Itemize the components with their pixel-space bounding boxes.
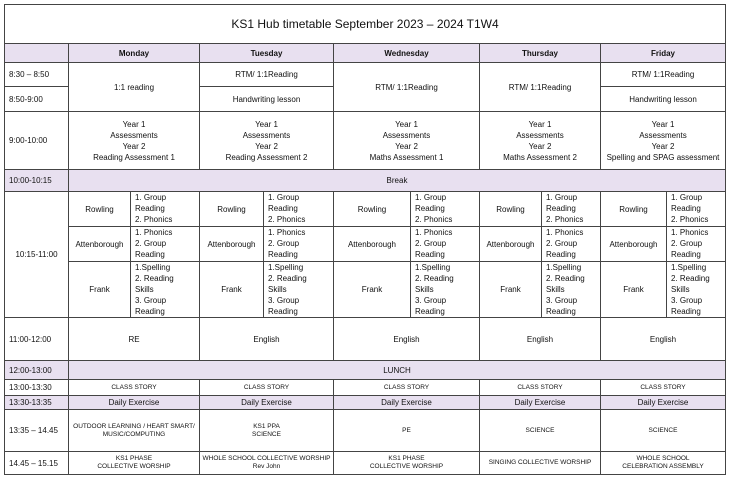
time-t7: 12:00-13:00 <box>4 360 69 380</box>
friday-group-frank: Frank <box>600 261 667 318</box>
tuesday-activity-frank <box>263 261 334 318</box>
friday-activity-rowling-line: 1. Group <box>671 193 703 202</box>
worship-monday-line: COLLECTIVE WORSHIP <box>97 463 171 470</box>
friday-activity-frank-line: 2. Reading <box>671 274 710 283</box>
thursday-activity-rowling-line: 2. Phonics <box>546 215 584 224</box>
afternoon-thursday: SCIENCE <box>479 409 601 452</box>
thursday-group-attenborough: Attenborough <box>479 226 542 262</box>
wednesday-activity-rowling-line: 1. Group <box>415 193 447 202</box>
tuesday-early-top: RTM/ 1:1Reading <box>199 62 334 87</box>
day-header-monday: Monday <box>68 43 200 63</box>
assessment-tuesday-line: Assessments <box>242 130 291 140</box>
day-header-wednesday: Wednesday <box>333 43 480 63</box>
assessment-monday-line: Year 2 <box>122 141 146 151</box>
friday-activity-attenborough <box>666 226 726 262</box>
wednesday-group-attenborough: Attenborough <box>333 226 411 262</box>
tuesday-activity-attenborough <box>263 226 334 262</box>
time-t8: 13:00-13:30 <box>4 379 69 396</box>
tuesday-early-bottom: Handwriting lesson <box>199 86 334 112</box>
tuesday-group-attenborough: Attenborough <box>199 226 264 262</box>
thursday-activity-attenborough <box>541 226 601 262</box>
daily-exercise-tuesday: Daily Exercise <box>199 395 334 410</box>
wednesday-activity-frank-line: 1.Spelling <box>415 263 451 272</box>
daily-exercise-monday: Daily Exercise <box>68 395 200 410</box>
worship-wednesday-line: COLLECTIVE WORSHIP <box>369 463 444 470</box>
break-row: Break <box>68 169 726 192</box>
monday-activity-frank <box>130 261 200 318</box>
thursday-activity-rowling <box>541 191 601 227</box>
time-t6: 11:00-12:00 <box>4 317 69 361</box>
lunch-row: LUNCH <box>68 360 726 380</box>
assessment-friday-line: Assessments <box>639 130 687 140</box>
late-morning-monday: RE <box>68 317 200 361</box>
class-story-tuesday: CLASS STORY <box>199 379 334 396</box>
daily-exercise-friday: Daily Exercise <box>600 395 726 410</box>
monday-early: 1:1 reading <box>68 62 200 112</box>
assessment-wednesday-line: Year 2 <box>395 141 418 151</box>
assessment-thursday <box>479 111 601 170</box>
wednesday-activity-attenborough-line: 1. Phonics <box>415 228 453 237</box>
time-t5: 10:15-11:00 <box>4 191 69 318</box>
afternoon-tuesday-line: KS1 PPA <box>253 422 280 430</box>
time-t2: 8:50-9:00 <box>4 86 69 112</box>
day-header-friday: Friday <box>600 43 726 63</box>
worship-monday-line: KS1 PHASE <box>115 455 153 462</box>
friday-activity-frank-line: 1.Spelling <box>671 263 707 272</box>
thursday-activity-frank <box>541 261 601 318</box>
corner-cell <box>4 43 69 63</box>
wednesday-activity-attenborough-line: 2. Group <box>415 239 447 248</box>
thursday-activity-rowling-line: 1. Group <box>546 193 578 202</box>
monday-group-frank: Frank <box>68 261 131 318</box>
wednesday-activity-rowling <box>410 191 480 227</box>
thursday-early: RTM/ 1:1Reading <box>479 62 601 112</box>
thursday-activity-attenborough-line: 1. Phonics <box>546 228 584 237</box>
late-morning-wednesday: English <box>333 317 480 361</box>
worship-monday <box>68 451 200 475</box>
monday-activity-attenborough-line: 1. Phonics <box>135 228 173 237</box>
afternoon-wednesday: PE <box>333 409 480 452</box>
late-morning-thursday: English <box>479 317 601 361</box>
friday-early-bottom: Handwriting lesson <box>600 86 726 112</box>
worship-friday <box>600 451 726 475</box>
monday-activity-frank-line: 1.Spelling <box>135 263 171 272</box>
friday-activity-frank <box>666 261 726 318</box>
tuesday-activity-frank-line: 2. Reading <box>268 274 307 283</box>
tuesday-activity-attenborough-line: 2. Group <box>268 239 300 248</box>
tuesday-activity-frank-line: 1.Spelling <box>268 263 304 272</box>
wednesday-activity-rowling-line: Reading <box>415 204 445 213</box>
friday-group-rowling: Rowling <box>600 191 667 227</box>
friday-activity-rowling <box>666 191 726 227</box>
assessment-friday <box>600 111 726 170</box>
assessment-wednesday-line: Year 1 <box>395 119 418 129</box>
wednesday-group-frank: Frank <box>333 261 411 318</box>
worship-thursday: SINGING COLLECTIVE WORSHIP <box>479 451 601 475</box>
friday-activity-rowling-line: 2. Phonics <box>671 215 709 224</box>
time-t3: 9:00-10:00 <box>4 111 69 170</box>
worship-tuesday <box>199 451 334 475</box>
day-header-thursday: Thursday <box>479 43 601 63</box>
tuesday-activity-frank-line: Skills <box>268 285 287 294</box>
assessment-tuesday-line: Year 1 <box>255 119 278 129</box>
time-t1: 8:30 – 8:50 <box>4 62 69 87</box>
assessment-friday-line: Year 2 <box>651 141 675 151</box>
thursday-group-rowling: Rowling <box>479 191 542 227</box>
wednesday-activity-rowling-line: 2. Phonics <box>415 215 453 224</box>
assessment-tuesday <box>199 111 334 170</box>
late-morning-tuesday: English <box>199 317 334 361</box>
monday-activity-rowling <box>130 191 200 227</box>
worship-wednesday <box>333 451 480 475</box>
class-story-friday: CLASS STORY <box>600 379 726 396</box>
friday-activity-frank-line: 3. Group <box>671 296 703 305</box>
tuesday-activity-rowling <box>263 191 334 227</box>
tuesday-activity-attenborough-line: Reading <box>268 250 298 259</box>
tuesday-group-frank: Frank <box>199 261 264 318</box>
tuesday-activity-rowling-line: Reading <box>268 204 298 213</box>
assessment-monday-line: Year 1 <box>122 119 146 129</box>
monday-activity-attenborough-line: 2. Group <box>135 239 167 248</box>
tuesday-activity-rowling-line: 2. Phonics <box>268 215 306 224</box>
assessment-wednesday <box>333 111 480 170</box>
wednesday-activity-frank-line: 2. Reading <box>415 274 454 283</box>
thursday-activity-attenborough-line: 2. Group <box>546 239 578 248</box>
tuesday-activity-frank-line: 3. Group <box>268 296 300 305</box>
wednesday-early: RTM/ 1:1Reading <box>333 62 480 112</box>
wednesday-activity-frank-line: Reading <box>415 307 445 316</box>
assessment-thursday-line: Assessments <box>516 130 564 140</box>
assessment-tuesday-line: Year 2 <box>255 141 278 151</box>
time-t10: 13:35 – 14.45 <box>4 409 69 452</box>
monday-activity-attenborough-line: Reading <box>135 250 165 259</box>
time-t4: 10:00-10:15 <box>4 169 69 192</box>
friday-activity-rowling-line: Reading <box>671 204 701 213</box>
friday-activity-attenborough-line: 1. Phonics <box>671 228 709 237</box>
friday-early-top: RTM/ 1:1Reading <box>600 62 726 87</box>
afternoon-tuesday <box>199 409 334 452</box>
assessment-friday-line: Year 1 <box>651 119 675 129</box>
thursday-activity-frank-line: Reading <box>546 307 576 316</box>
assessment-monday <box>68 111 200 170</box>
assessment-friday-line: Spelling and SPAG assessment <box>606 152 720 162</box>
thursday-activity-frank-line: 2. Reading <box>546 274 585 283</box>
assessment-wednesday-line: Assessments <box>382 130 431 140</box>
thursday-activity-rowling-line: Reading <box>546 204 576 213</box>
worship-tuesday-line: Rev John <box>252 463 281 470</box>
afternoon-monday-line: MUSIC/COMPUTING <box>102 430 166 438</box>
thursday-activity-frank-line: Skills <box>546 285 565 294</box>
worship-wednesday-line: KS1 PHASE <box>388 455 425 462</box>
assessment-wednesday-line: Maths Assessment 1 <box>369 152 444 162</box>
time-t11: 14.45 – 15.15 <box>4 451 69 475</box>
tuesday-activity-rowling-line: 1. Group <box>268 193 300 202</box>
friday-activity-frank-line: Reading <box>671 307 701 316</box>
wednesday-activity-frank <box>410 261 480 318</box>
monday-activity-frank-line: 3. Group <box>135 296 167 305</box>
afternoon-monday-line: OUTDOOR LEARNING / HEART SMART/ <box>73 422 195 430</box>
thursday-group-frank: Frank <box>479 261 542 318</box>
tuesday-activity-frank-line: Reading <box>268 307 298 316</box>
afternoon-tuesday-line: SCIENCE <box>252 430 281 438</box>
monday-group-rowling: Rowling <box>68 191 131 227</box>
wednesday-activity-frank-line: Skills <box>415 285 434 294</box>
afternoon-monday <box>68 409 200 452</box>
monday-activity-attenborough <box>130 226 200 262</box>
assessment-monday-line: Reading Assessment 1 <box>93 152 175 162</box>
friday-activity-attenborough-line: Reading <box>671 250 701 259</box>
friday-group-attenborough: Attenborough <box>600 226 667 262</box>
tuesday-group-rowling: Rowling <box>199 191 264 227</box>
wednesday-activity-frank-line: 3. Group <box>415 296 447 305</box>
day-header-tuesday: Tuesday <box>199 43 334 63</box>
class-story-thursday: CLASS STORY <box>479 379 601 396</box>
monday-activity-rowling-line: 2. Phonics <box>135 215 173 224</box>
late-morning-friday: English <box>600 317 726 361</box>
worship-tuesday-line: WHOLE SCHOOL COLLECTIVE WORSHIP <box>202 455 331 462</box>
monday-activity-rowling-line: Reading <box>135 204 165 213</box>
class-story-monday: CLASS STORY <box>68 379 200 396</box>
tuesday-activity-attenborough-line: 1. Phonics <box>268 228 306 237</box>
wednesday-group-rowling: Rowling <box>333 191 411 227</box>
worship-friday-line: WHOLE SCHOOL <box>636 455 690 462</box>
wednesday-activity-attenborough <box>410 226 480 262</box>
monday-activity-frank-line: Reading <box>135 307 165 316</box>
assessment-tuesday-line: Reading Assessment 2 <box>225 152 308 162</box>
wednesday-activity-attenborough-line: Reading <box>415 250 445 259</box>
assessment-thursday-line: Year 1 <box>528 119 552 129</box>
timetable-title: KS1 Hub timetable September 2023 – 2024 T1W4 <box>4 4 726 44</box>
time-t9: 13:30-13:35 <box>4 395 69 410</box>
afternoon-friday: SCIENCE <box>600 409 726 452</box>
assessment-thursday-line: Maths Assessment 2 <box>503 152 577 162</box>
friday-activity-frank-line: Skills <box>671 285 690 294</box>
monday-activity-rowling-line: 1. Group <box>135 193 167 202</box>
friday-activity-attenborough-line: 2. Group <box>671 239 703 248</box>
daily-exercise-wednesday: Daily Exercise <box>333 395 480 410</box>
assessment-thursday-line: Year 2 <box>528 141 552 151</box>
class-story-wednesday: CLASS STORY <box>333 379 480 396</box>
thursday-activity-frank-line: 1.Spelling <box>546 263 582 272</box>
daily-exercise-thursday: Daily Exercise <box>479 395 601 410</box>
thursday-activity-attenborough-line: Reading <box>546 250 576 259</box>
assessment-monday-line: Assessments <box>110 130 158 140</box>
thursday-activity-frank-line: 3. Group <box>546 296 578 305</box>
worship-friday-line: CELEBRATION ASSEMBLY <box>622 463 704 470</box>
monday-activity-frank-line: 2. Reading <box>135 274 174 283</box>
monday-group-attenborough: Attenborough <box>68 226 131 262</box>
monday-activity-frank-line: Skills <box>135 285 154 294</box>
